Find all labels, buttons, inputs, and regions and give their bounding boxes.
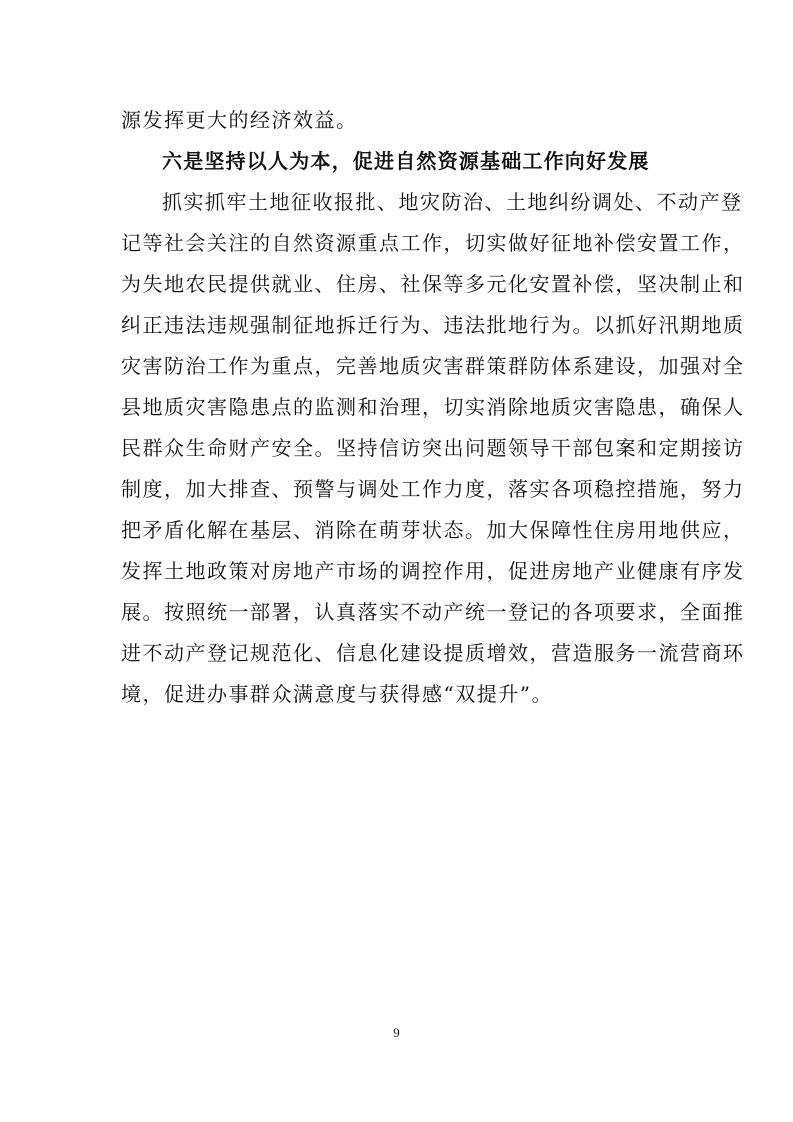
paragraph-line: 为失地农民提供就业、住房、社保等多元化安置补偿，坚决制止和: [121, 272, 745, 296]
paragraph-line: 展。按照统一部署，认真落实不动产统一登记的各项要求，全面推: [121, 600, 745, 624]
paragraph-line: 进不动产登记规范化、信息化建设提质增效，营造服务一流营商环: [121, 641, 745, 665]
paragraph-line: 纠正违法违规强制征地拆迁行为、违法批地行为。以抓好汛期地质: [121, 313, 745, 337]
text-line-continuation: 源发挥更大的经济效益。: [121, 108, 358, 132]
paragraph-line: 县地质灾害隐患点的监测和治理，切实消除地质灾害隐患，确保人: [121, 395, 745, 419]
paragraph-line: 把矛盾化解在基层、消除在萌芽状态。加大保障性住房用地供应，: [121, 518, 745, 542]
paragraph-line: 抓实抓牢土地征收报批、地灾防治、土地纠纷调处、不动产登: [162, 190, 743, 214]
paragraph-line: 发挥土地政策对房地产市场的调控作用，促进房地产业健康有序发: [121, 559, 745, 583]
page-number: 9: [393, 1025, 400, 1040]
paragraph-line: 记等社会关注的自然资源重点工作，切实做好征地补偿安置工作，: [121, 231, 745, 255]
paragraph-line: 制度，加大排查、预警与调处工作力度，落实各项稳控措施，努力: [121, 477, 745, 501]
paragraph-line-last: 境，促进办事群众满意度与获得感“双提升”。: [121, 682, 553, 706]
paragraph-line: 灾害防治工作为重点，完善地质灾害群策群防体系建设，加强对全: [121, 354, 745, 378]
paragraph-line: 民群众生命财产安全。坚持信访突出问题领导干部包案和定期接访: [121, 436, 745, 460]
section-heading: 六是坚持以人为本，促进自然资源基础工作向好发展: [162, 149, 650, 173]
